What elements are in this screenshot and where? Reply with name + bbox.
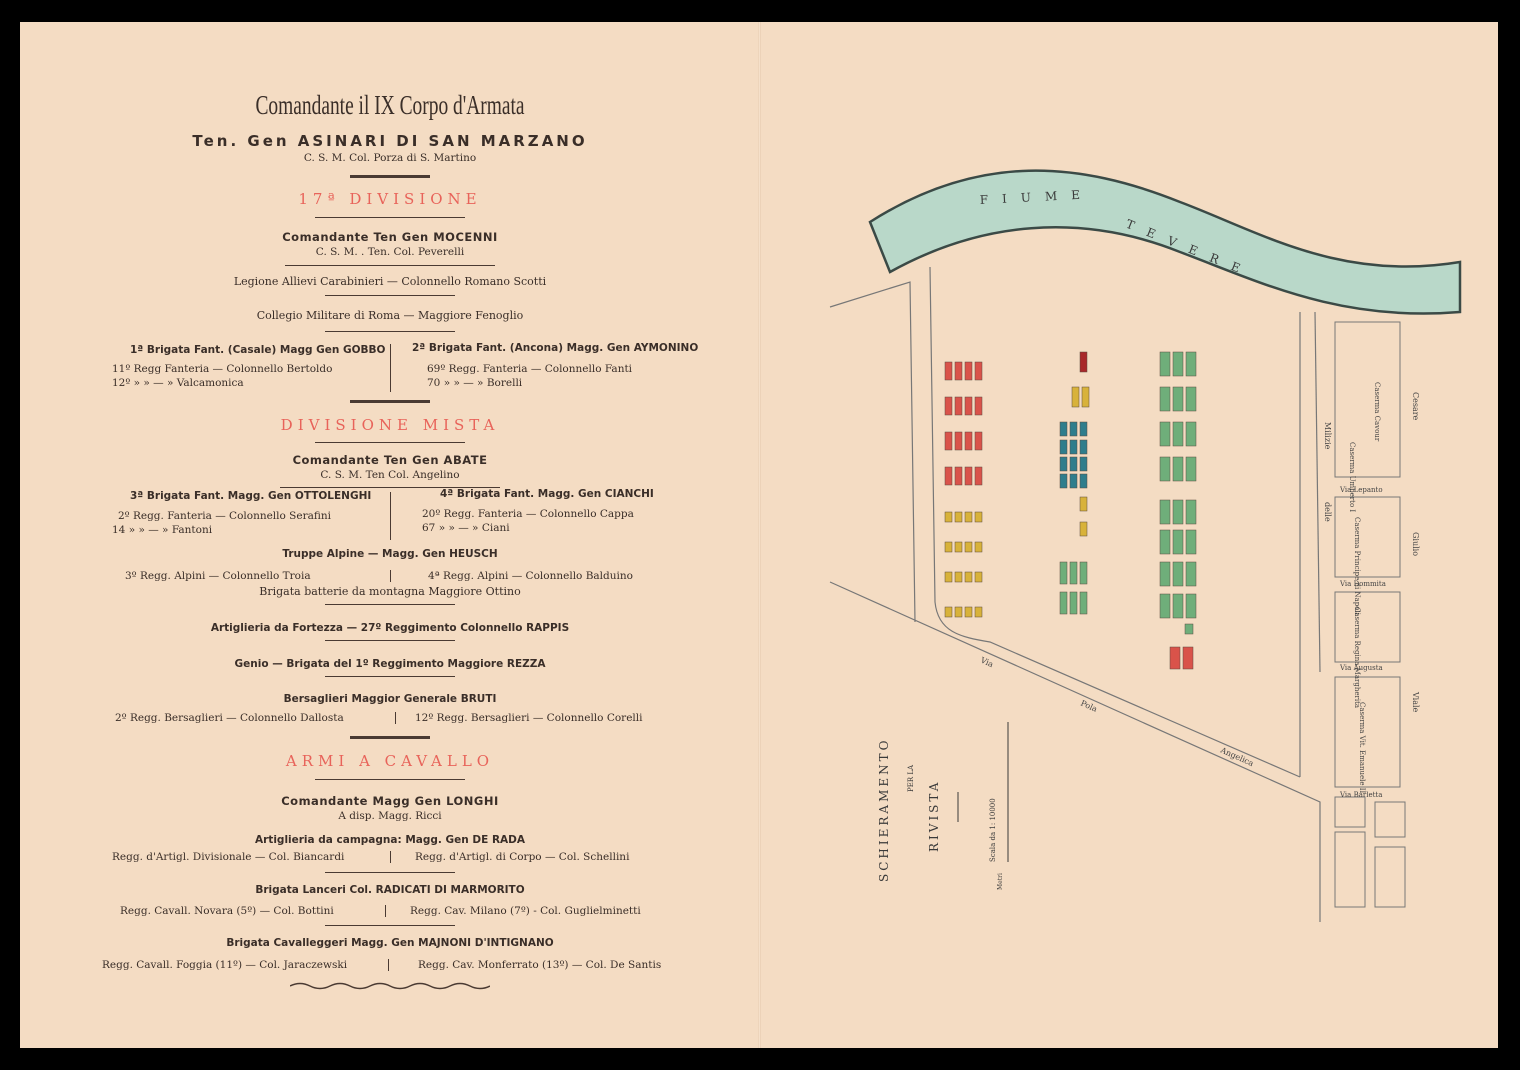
block xyxy=(1335,322,1400,477)
troop-block xyxy=(1070,562,1077,584)
divider xyxy=(315,442,465,443)
road xyxy=(830,282,915,622)
alpini-head: Truppe Alpine — Magg. Gen HEUSCH xyxy=(282,548,498,560)
caserma-label: Caserma Umberto I xyxy=(1348,442,1356,513)
troop-block xyxy=(965,467,972,485)
troop-block xyxy=(945,607,952,617)
lanc-right: Regg. Cav. Milano (7º) - Col. Guglielminetti xyxy=(410,905,641,917)
street-label: Angelica xyxy=(1219,745,1255,769)
mista-heading: DIVISIONE MISTA xyxy=(280,416,500,434)
troop-block xyxy=(975,362,982,380)
corps-staff: C. S. M. Col. Porza di S. Martino xyxy=(303,152,477,164)
cavallo-heading: ARMI A CAVALLO xyxy=(285,752,495,770)
mista-commander: Comandante Ten Gen ABATE xyxy=(292,453,488,467)
road xyxy=(830,582,1320,922)
block xyxy=(1335,592,1400,662)
troop-block xyxy=(965,397,972,415)
troop-block xyxy=(1060,562,1067,584)
brig2-line1: 69º Regg. Fanteria — Colonnello Fanti xyxy=(427,363,633,375)
troop-block xyxy=(965,572,972,582)
map-subtitle: PER LA xyxy=(907,764,915,792)
alpini-right: 4ª Regg. Alpini — Colonnello Balduino xyxy=(428,570,633,582)
divider xyxy=(325,872,455,873)
divider xyxy=(350,400,430,403)
column-separator xyxy=(390,492,391,540)
divider xyxy=(315,779,465,780)
troop-block xyxy=(1060,474,1067,488)
brig4-line1: 20º Regg. Fanteria — Colonnello Cappa xyxy=(422,508,634,520)
road xyxy=(930,267,1300,777)
center-fold xyxy=(758,22,761,1048)
troop-block xyxy=(1173,422,1183,446)
troop-block xyxy=(1082,387,1089,407)
divider xyxy=(325,604,455,605)
troop-block xyxy=(1183,647,1193,669)
genio: Genio — Brigata del 1º Reggimento Maggiore REZZA xyxy=(234,658,546,670)
troop-block xyxy=(1186,457,1196,481)
block xyxy=(1335,832,1365,907)
block xyxy=(1335,497,1400,577)
caserma-label: Caserma Cavour xyxy=(1373,382,1381,442)
troop-block xyxy=(1160,562,1170,586)
troop-block xyxy=(1072,387,1079,407)
block xyxy=(1375,802,1405,837)
troop-block xyxy=(1185,624,1193,634)
div17-college: Collegio Militare di Roma — Maggiore Fenoglio xyxy=(256,309,524,322)
troop-block xyxy=(975,397,982,415)
troop-block xyxy=(1080,497,1087,511)
troop-block xyxy=(1173,594,1183,618)
brig1-line2: 12º » » — » Valcamonica xyxy=(112,377,244,389)
road xyxy=(1315,312,1320,672)
column-separator xyxy=(390,570,391,582)
street-label: Pola xyxy=(1079,698,1099,714)
troop-block xyxy=(945,467,952,485)
troop-block xyxy=(1186,352,1196,376)
divider xyxy=(325,925,455,926)
div17-legion: Legione Allievi Carabinieri — Colonnello Romano Scotti xyxy=(233,275,547,288)
art-left: Regg. d'Artigl. Divisionale — Col. Biancardi xyxy=(112,851,345,863)
troop-block xyxy=(1080,592,1087,614)
troop-block xyxy=(965,432,972,450)
street-label: Via xyxy=(979,655,995,670)
street-label: Via Augusta xyxy=(1340,664,1383,672)
bers-head: Bersaglieri Maggior Generale BRUTI xyxy=(283,693,497,705)
column-separator xyxy=(390,344,391,392)
column-separator xyxy=(388,959,389,971)
troop-block xyxy=(1060,592,1067,614)
cavl-head: Brigata Cavalleggeri Magg. Gen MAJNONI D'INTIGNANO xyxy=(226,937,554,949)
troop-block xyxy=(1173,500,1183,524)
corps-title: Comandante il IX Corpo d'Armata xyxy=(255,90,525,120)
troop-block xyxy=(1173,457,1183,481)
troop-block xyxy=(1070,457,1077,471)
div17-commander: Comandante Ten Gen MOCENNI xyxy=(282,230,498,244)
troop-block xyxy=(955,542,962,552)
divider xyxy=(325,295,455,296)
street-label: delle xyxy=(1323,502,1332,522)
cavl-right: Regg. Cav. Monferrato (13º) — Col. De Santis xyxy=(418,959,662,971)
block xyxy=(1335,797,1365,827)
troop-formations xyxy=(945,352,1196,669)
troop-block xyxy=(1080,474,1087,488)
troop-block xyxy=(1080,562,1087,584)
alpini-mountain: Brigata batterie da montagna Maggiore Ottino xyxy=(259,585,521,598)
cavallo-aide: A disp. Magg. Ricci xyxy=(338,810,442,822)
column-separator xyxy=(385,905,386,917)
street-label: Via Dommita xyxy=(1340,580,1386,588)
troop-block xyxy=(1070,440,1077,454)
street-label: Viale xyxy=(1411,692,1420,713)
troop-block xyxy=(1060,457,1067,471)
mista-staff: C. S. M. Ten Col. Angelino xyxy=(320,469,460,481)
art-right: Regg. d'Artigl. di Corpo — Col. Schellini xyxy=(415,851,630,863)
street-label: Cesare xyxy=(1411,392,1420,421)
troop-block xyxy=(1186,387,1196,411)
order-of-battle-page xyxy=(80,82,700,1012)
troop-block xyxy=(1080,457,1087,471)
street-label: Giulio xyxy=(1411,532,1420,557)
troop-block xyxy=(1186,422,1196,446)
troop-block xyxy=(1070,592,1077,614)
troop-block xyxy=(1160,352,1170,376)
lanc-left: Regg. Cavall. Novara (5º) — Col. Bottini xyxy=(120,905,334,917)
document-sheet xyxy=(20,22,1498,1048)
scale-units: Metri xyxy=(997,873,1004,890)
block xyxy=(1375,847,1405,907)
troop-block xyxy=(945,572,952,582)
fortezza: Artiglieria da Fortezza — 27º Reggimento Colonnello RAPPIS xyxy=(210,622,570,634)
art-head: Artiglieria da campagna: Magg. Gen DE RADA xyxy=(255,834,525,846)
troop-block xyxy=(1186,562,1196,586)
brig2-line2: 70 » » — » Borelli xyxy=(427,377,523,389)
troop-block xyxy=(945,397,952,415)
divider xyxy=(285,265,495,266)
troop-block xyxy=(965,542,972,552)
bers-right: 12º Regg. Bersaglieri — Colonnello Corelli xyxy=(415,712,643,724)
troop-block xyxy=(1186,500,1196,524)
troop-block xyxy=(965,362,972,380)
brig2-head: 2ª Brigata Fant. (Ancona) Magg. Gen AYMONINO xyxy=(412,342,699,354)
cavl-left: Regg. Cavall. Foggia (11º) — Col. Jaraczewski xyxy=(102,959,348,971)
street-label: Milizie xyxy=(1323,422,1332,450)
street-label: Via Lepanto xyxy=(1340,486,1383,494)
troop-block xyxy=(945,542,952,552)
troop-block xyxy=(975,467,982,485)
divider xyxy=(325,676,455,677)
troop-block xyxy=(1160,422,1170,446)
troop-block xyxy=(1160,530,1170,554)
troop-block xyxy=(975,572,982,582)
river-label-2: TEVERE xyxy=(1123,216,1256,281)
column-separator xyxy=(395,712,396,724)
troop-block xyxy=(955,512,962,522)
brig4-line2: 67 » » — » Ciani xyxy=(422,522,510,534)
troop-block xyxy=(1173,530,1183,554)
troop-block xyxy=(1160,387,1170,411)
map-title: SCHIERAMENTO xyxy=(877,737,891,882)
troop-block xyxy=(1070,474,1077,488)
troop-block xyxy=(1160,457,1170,481)
troop-block xyxy=(1160,500,1170,524)
troop-block xyxy=(955,467,962,485)
troop-block xyxy=(1080,422,1087,436)
troop-block xyxy=(1080,352,1087,372)
brig3-line2: 14 » » — » Fantoni xyxy=(112,524,213,536)
troop-block xyxy=(945,512,952,522)
troop-block xyxy=(975,542,982,552)
troop-block xyxy=(955,607,962,617)
block xyxy=(1335,677,1400,787)
caserma-label: Caserma Regina Margherita xyxy=(1353,607,1361,709)
review-map xyxy=(780,22,1498,1048)
brig3-head: 3ª Brigata Fant. Magg. Gen OTTOLENGHI xyxy=(130,490,372,502)
brig1-line1: 11º Regg Fanteria — Colonnello Bertoldo xyxy=(112,363,333,375)
ornament-wave xyxy=(290,980,490,992)
troop-block xyxy=(1060,422,1067,436)
troop-block xyxy=(955,432,962,450)
troop-block xyxy=(975,432,982,450)
divider xyxy=(315,217,465,218)
troop-block xyxy=(955,572,962,582)
alpini-left: 3º Regg. Alpini — Colonnello Troia xyxy=(125,570,311,582)
caserma-label: Caserma Principe di Napoli xyxy=(1353,517,1361,615)
troop-block xyxy=(1186,594,1196,618)
column-separator xyxy=(390,851,391,863)
lanc-head: Brigata Lanceri Col. RADICATI DI MARMORITO xyxy=(255,884,525,896)
divider xyxy=(325,331,455,332)
caserma-label: Caserma Vit. Emanuele II xyxy=(1358,702,1366,794)
troop-block xyxy=(1173,352,1183,376)
brig1-head: 1ª Brigata Fant. (Casale) Magg Gen GOBBO xyxy=(130,344,386,356)
troop-block xyxy=(1070,422,1077,436)
troop-block xyxy=(1060,440,1067,454)
div17-heading: 17ª DIVISIONE xyxy=(298,190,482,208)
div17-staff: C. S. M. . Ten. Col. Peverelli xyxy=(315,246,465,258)
troop-block xyxy=(955,362,962,380)
divider xyxy=(325,640,455,641)
troop-block xyxy=(1080,522,1087,536)
divider xyxy=(350,175,430,178)
bers-left: 2º Regg. Bersaglieri — Colonnello Dallosta xyxy=(115,712,344,724)
scale-label: Scala da 1: 10000 xyxy=(989,798,997,862)
troop-block xyxy=(945,362,952,380)
corps-commander: Ten. Gen ASINARI DI SAN MARZANO xyxy=(192,132,588,150)
troop-block xyxy=(1170,647,1180,669)
troop-block xyxy=(975,512,982,522)
troop-block xyxy=(945,432,952,450)
street-label: Via Barletta xyxy=(1340,791,1383,799)
troop-block xyxy=(965,512,972,522)
troop-block xyxy=(1173,562,1183,586)
troop-block xyxy=(965,607,972,617)
troop-block xyxy=(975,607,982,617)
troop-block xyxy=(955,397,962,415)
brig4-head: 4ª Brigata Fant. Magg. Gen CIANCHI xyxy=(440,488,654,500)
cavallo-commander: Comandante Magg Gen LONGHI xyxy=(281,794,499,808)
river-label: FIUME xyxy=(979,187,1095,207)
troop-block xyxy=(1080,440,1087,454)
divider xyxy=(350,736,430,739)
troop-block xyxy=(1160,594,1170,618)
brig3-line1: 2º Regg. Fanteria — Colonnello Serafini xyxy=(118,510,331,522)
troop-block xyxy=(1186,530,1196,554)
map-subtitle-2: RIVISTA xyxy=(927,779,941,852)
troop-block xyxy=(1173,387,1183,411)
